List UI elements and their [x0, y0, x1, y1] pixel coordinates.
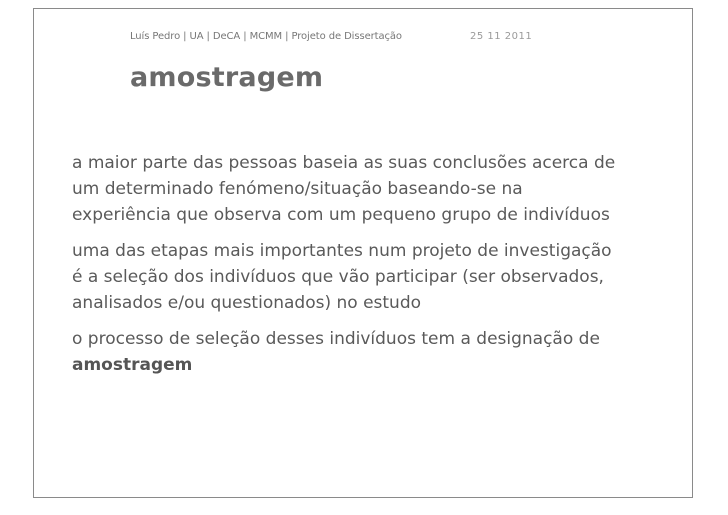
slide-body [72, 150, 620, 388]
slide-header [130, 31, 533, 42]
body-paragraph-3-text: o processo de seleção desses indivíduos tem a designação de [72, 329, 600, 349]
header-date: 25 11 2011 [470, 31, 533, 42]
body-paragraph-2: uma das etapas mais importantes num projeto de investigação é a seleção dos indivíduos que vão participar (ser observados, analisados e/ou questionados) no estudo [72, 241, 612, 313]
body-paragraph-3 [72, 326, 620, 378]
body-paragraph-3-emphasis: amostragem [72, 355, 193, 375]
slide-title: amostragem [130, 62, 324, 93]
header-author-line: Luís Pedro | UA | DeCA | MCMM | Projeto de Dissertação [130, 31, 402, 42]
body-paragraph-1: a maior parte das pessoas baseia as suas conclusões acerca de um determinado fenómeno/situação baseando-se na experiência que observa com um pequeno grupo de indivíduos [72, 153, 616, 225]
